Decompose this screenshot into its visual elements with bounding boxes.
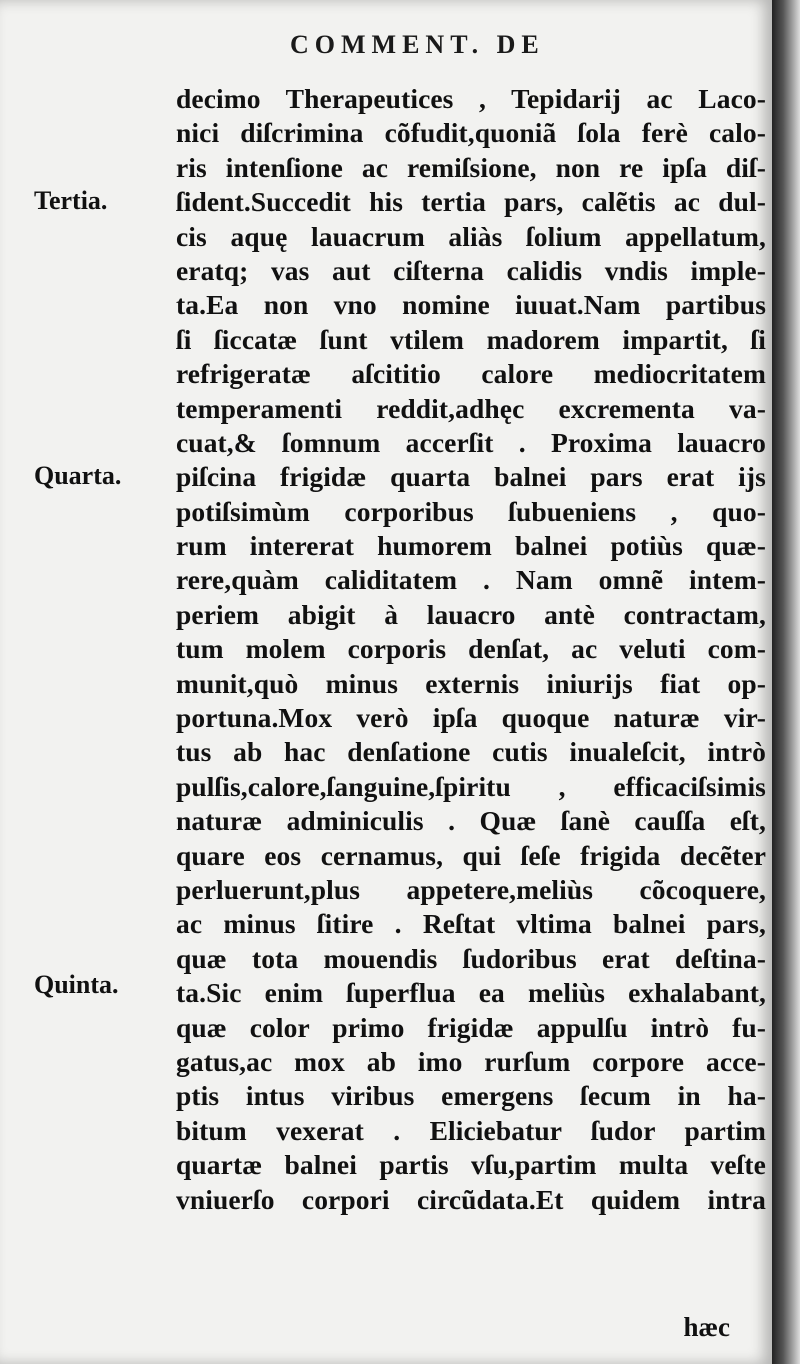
text-line: portuna.Mox verò ipſa quoque naturæ vir- xyxy=(176,702,766,734)
text-line: pulſis,calore,ſanguine,ſpiritu , efficaciſsimis xyxy=(176,770,766,802)
text-line: perluerunt,plus appetere,meliùs cõcoquere, xyxy=(176,873,766,905)
text-line: periem abigit à lauacro antè contractam, xyxy=(176,598,766,630)
text-line: gatus,ac mox ab imo rurſum corpore acce- xyxy=(176,1045,766,1077)
text-line: nici diſcrimina cõfudit,quoniã ſola ferè calo- xyxy=(176,117,766,149)
text-line: eratq; vas aut ciſterna calidis vndis imple- xyxy=(176,254,766,286)
text-line: rum intererat humorem balnei potiùs quæ- xyxy=(176,530,766,562)
text-line: ac minus ſitire . Reſtat vltima balnei pars, xyxy=(176,908,766,940)
body-text xyxy=(176,82,766,1217)
text-line: quartæ balnei partis vſu,partim multa veſte xyxy=(176,1149,766,1181)
text-line: munit,quò minus externis iniurijs fiat op- xyxy=(176,667,766,699)
text-line: piſcina frigidæ quarta balnei pars erat ijs xyxy=(176,461,766,493)
text-line: potiſsimùm corporibus ſubueniens , quo- xyxy=(176,495,766,527)
margin-note-quinta: Quinta. xyxy=(34,970,119,999)
margin-note-quarta: Quarta. xyxy=(34,461,122,490)
catchword: hæc xyxy=(683,1312,730,1342)
text-line: bitum vexerat . Eliciebatur ſudor partim xyxy=(176,1114,766,1146)
show-through xyxy=(60,300,65,320)
text-line: quæ tota mouendis ſudoribus erat deſtina- xyxy=(176,942,766,974)
text-line: ſident.Succedit his tertia pars, calẽtis ac dul- xyxy=(176,186,766,218)
text-line: rere,quàm caliditatem . Nam omnẽ intem- xyxy=(176,564,766,596)
text-line: ta.Sic enim ſuperflua ea meliùs exhalabant, xyxy=(176,977,766,1009)
text-line: ta.Ea non vno nomine iuuat.Nam partibus xyxy=(176,289,766,321)
text-line: ris intenſione ac remiſsione, non re ipſa diſ- xyxy=(176,151,766,183)
text-line: cuat,& ſomnum accerſit . Proxima lauacro xyxy=(176,426,766,458)
text-line: ſi ſiccatæ ſunt vtilem madorem impartit, ſi xyxy=(176,323,766,355)
text-line: tum molem corporis denſat, ac veluti com- xyxy=(176,633,766,665)
text-line: quæ color primo frigidæ appulſu intrò fu- xyxy=(176,1011,766,1043)
running-head: COMMENT. DE xyxy=(290,30,545,59)
margin-note-tertia: Tertia. xyxy=(34,186,108,215)
text-line: naturæ adminiculis . Quæ ſanè cauſſa eſt, xyxy=(176,805,766,837)
text-line: cis aquę lauacrum aliàs ſolium appellatum, xyxy=(176,220,766,252)
book-gutter xyxy=(772,0,800,1364)
text-line: vniuerſo corpori circũdata.Et quidem intra xyxy=(176,1183,766,1215)
text-line: quare eos cernamus, qui ſeſe frigida decẽter xyxy=(176,839,766,871)
text-line: decimo Therapeutices , Tepidarij ac Laco- xyxy=(176,83,766,114)
text-line: refrigeratæ aſcititio calore mediocritatem xyxy=(176,358,766,390)
text-line: tus ab hac denſatione cutis inualeſcit, intrò xyxy=(176,736,766,768)
text-line: ptis intus viribus emergens ſecum in ha- xyxy=(176,1080,766,1112)
text-line: temperamenti reddit,adhęc excrementa va- xyxy=(176,392,766,424)
